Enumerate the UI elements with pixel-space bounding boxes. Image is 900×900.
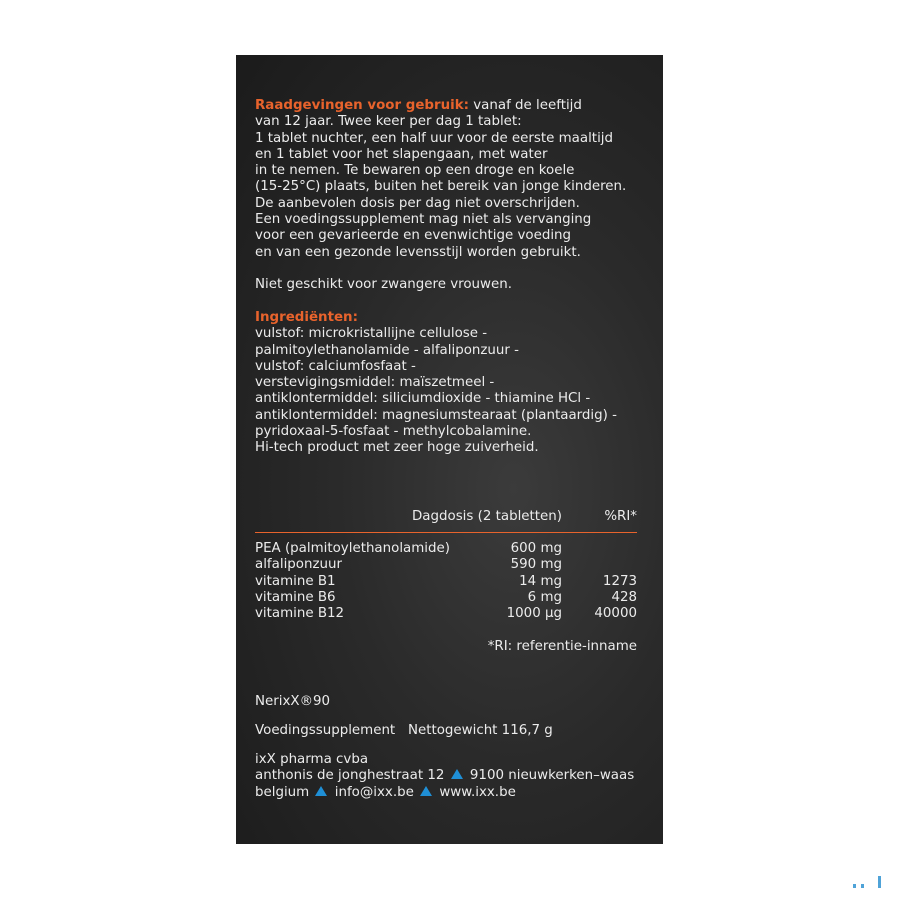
pregnancy-warning: Niet geschikt voor zwangere vrouwen.: [255, 277, 512, 292]
usage-line: voor een gevarieerde en evenwichtige voeding: [255, 228, 572, 244]
usage-heading: Raadgevingen voor gebruik:: [255, 98, 469, 113]
ingredients-line: vulstof: calciumfosfaat -: [255, 358, 416, 374]
nutrient-name: vitamine B6: [255, 589, 336, 605]
nutrient-ri: 428: [611, 589, 637, 605]
usage-line: 1 tablet nuchter, een half uur voor de eerste maaltijd: [255, 130, 614, 146]
product-type: Voedingssupplement: [255, 723, 396, 738]
nutrient-name: alfaliponzuur: [255, 557, 342, 573]
company-name: ixX pharma cvba: [255, 752, 369, 767]
usage-section: [255, 98, 626, 261]
nutrient-dose: 6 mg: [527, 589, 562, 605]
city: 9100 nieuwkerken–waas: [469, 768, 635, 784]
triangle-bullet-icon: [451, 769, 463, 779]
company-contact: [255, 785, 516, 801]
table-row: [255, 541, 637, 557]
usage-line: (15-25°C) plaats, buiten het bereik van jonge kinderen.: [255, 179, 627, 195]
email-link[interactable]: info@ixx.be: [334, 784, 414, 800]
nutrient-dose: 14 mg: [519, 573, 562, 589]
ri-column-header: %RI*: [604, 509, 637, 524]
logo-bar: [853, 884, 856, 888]
nutrient-dose: 600 mg: [510, 541, 562, 556]
country: belgium: [255, 784, 310, 800]
nutrient-dose: 590 mg: [510, 557, 562, 573]
ingredients-line: antiklontermiddel: magnesiumstearaat (plantaardig) -: [255, 407, 617, 423]
nutrition-header: [255, 509, 637, 525]
ingredients-heading: Ingrediënten:: [255, 310, 358, 325]
corner-logo-icon: [853, 872, 893, 892]
logo-bar: [878, 876, 881, 888]
nutrient-ri: 40000: [594, 606, 637, 622]
nutrient-name: vitamine B1: [255, 573, 336, 589]
footnote-row: [255, 639, 637, 655]
ingredients-line: Hi-tech product met zeer hoge zuiverheid.: [255, 440, 539, 456]
product-info-line: [255, 723, 553, 739]
ingredients-line: pyridoxaal-5-fosfaat - methylcobalamine.: [255, 424, 532, 440]
usage-line: in te nemen. Te bewaren op een droge en koele: [255, 163, 575, 179]
company-address: [255, 768, 634, 784]
ingredients-line: antiklontermiddel: siliciumdioxide - thiamine HCl -: [255, 391, 591, 407]
logo-bar: [861, 884, 864, 888]
usage-first-line: [255, 98, 626, 114]
ingredients-line: vulstof: microkristallijne cellulose -: [255, 326, 488, 342]
table-row: [255, 574, 637, 590]
table-divider: [255, 532, 637, 533]
street: anthonis de jonghestraat 12: [255, 768, 445, 784]
ingredients-section: [255, 310, 617, 457]
website-link[interactable]: www.ixx.be: [439, 784, 516, 800]
net-weight: Nettogewicht 116,7 g: [407, 723, 553, 738]
usage-line: van 12 jaar. Twee keer per dag 1 tablet:: [255, 114, 522, 130]
product-name: NerixX®90: [255, 694, 331, 709]
dose-column-header: Dagdosis (2 tabletten): [411, 509, 562, 524]
usage-line: Een voedingssupplement mag niet als vervanging: [255, 212, 592, 228]
usage-line: De aanbevolen dosis per dag niet overschrijden.: [255, 195, 580, 211]
triangle-bullet-icon: [420, 786, 432, 796]
nutrient-name: PEA (palmitoylethanolamide): [255, 541, 450, 556]
nutrient-dose: 1000 µg: [506, 606, 562, 622]
usage-line: en 1 tablet voor het slapengaan, met water: [255, 146, 548, 162]
usage-first-line-text: vanaf de leeftijd: [468, 98, 582, 113]
ingredients-line: verstevigingsmiddel: maïszetmeel -: [255, 375, 495, 391]
table-row: [255, 557, 637, 573]
table-row: [255, 590, 637, 606]
ri-footnote: *RI: referentie-inname: [487, 639, 637, 654]
table-row: [255, 606, 637, 622]
nutrient-name: vitamine B12: [255, 606, 345, 622]
nutrient-ri: 1273: [602, 573, 637, 589]
usage-line: en van een gezonde levensstijl worden gebruikt.: [255, 244, 581, 260]
ingredients-line: palmitoylethanolamide - alfaliponzuur -: [255, 342, 519, 358]
triangle-bullet-icon: [315, 786, 327, 796]
